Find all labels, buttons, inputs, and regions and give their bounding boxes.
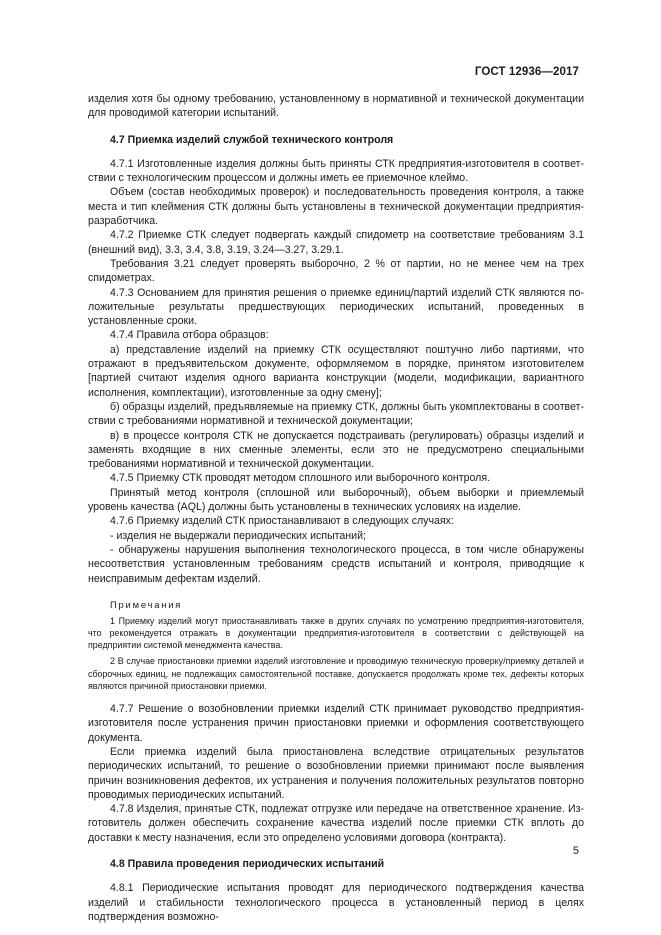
list-item: а) представление изделий на приемку СТК осуществляют поштучно либо партиями, что отражают в предъявительском документе, оформляемом в порядке, принятом изготовителем [партией считают изделия одного варианта конструкции (модели, модификации, вариантного исполнения, комплектации), изготовленные за одну смену]; <box>88 343 584 399</box>
section-heading: 4.8 Правила проведения периодических испытаний <box>110 857 385 870</box>
paragraph: Принятый метод контроля (сплошной или выборочный), объем выборки и приемлемый уровень качества (AQL) должны быть установлены в технических условиях на изделие. <box>88 486 584 514</box>
paragraph: 4.7.2 Приемке СТК следует подвергать каждый спидометр на соответствие требованиям 3.1 (внешний вид), 3.3, 3.4, 3.8, 3.19, 3.24—3.27, 3.29.1. <box>88 229 584 256</box>
list-item: - обнаружены нарушения выполнения технологического процесса, в том числе обнаружены несоответствия установленным требованиям средств испытаний и контроля, приводящие к неисправимым дефектам изделий. <box>88 543 584 585</box>
paragraph: 4.8.1 Периодические испытания проводят для периодического подтверждения качества изделий и стабильности технологического процесса в установленный период в целях подтверждения возможно- <box>88 882 584 923</box>
paragraph: 4.7.7 Решение о возобновлении приемки изделий СТК принимает руководство предприятия-изготовителя после устранения причин приостановки приемки и оформления соответствующего документа. <box>88 703 584 744</box>
paragraph: Требования 3.21 следует проверять выборочно, 2 % от партии, но не менее чем на трех спидометрах. <box>88 257 584 285</box>
note-item: 1 Приемку изделий могут приостанавливать также в других случаях по усмотрению предприятия-изготовителя, что рекомендуется отражать в документации предприятия-изготовителя в соответствии с действующей на предприятии системой менеджмента качества. <box>88 615 584 651</box>
section-heading: 4.7 Приемка изделий службой технического контроля <box>110 133 394 146</box>
notes-heading: Примечания <box>110 598 183 610</box>
list-item: - изделия не выдержали периодических испытаний; <box>110 529 366 542</box>
document-header: ГОСТ 12936—2017 <box>474 66 579 78</box>
list-item: в) в процессе контроля СТК не допускается подстраивать (регулировать) образцы изделий и заменять входящие в них сменные элементы, если это не предусмотрено специальными требованиями нормативной и технической документации. <box>88 429 584 471</box>
paragraph: изделия хотя бы одному требованию, установленному в нормативной и технической документации для проводимой категории испытаний. <box>88 93 584 120</box>
list-item: б) образцы изделий, предъявляемые на приемку СТК, должны быть укомплектованы в соответствии с требованиями нормативной и технической документации; <box>88 400 584 428</box>
paragraph: Если приемка изделий была приостановлена вследствие отрицательных результатов периодических испытаний, то решение о возобновлении приемки принимают после выявления причин возникновения дефектов, их устранения и получения положительных результатов повторно проводимых периодических испытаний. <box>88 745 584 801</box>
page-number: 5 <box>572 845 579 857</box>
paragraph: 4.7.5 Приемку СТК проводят методом сплошного или выборочного контроля. <box>110 472 491 485</box>
paragraph: 4.7.4 Правила отбора образцов: <box>110 329 269 342</box>
note-item: 2 В случае приостановки приемки изделий изготовление и проводимую техническую проверку/приемку деталей и сборочных единиц, не подлежащих самостоятельной поставке, допускается продолжать кроме тех, дефекты которых являются причиной приостановки приемки. <box>88 656 584 691</box>
paragraph: 4.7.8 Изделия, принятые СТК, подлежат отгрузке или передаче на ответственное хранение. Изготовитель должен обеспечить сохранение качества изделий после приемки СТК вплоть до доставки к месту назначения, если это определено условиями договора (контракта). <box>88 803 584 844</box>
paragraph: Объем (состав необходимых проверок) и последовательность проведения контроля, а также места и тип клеймения СТК должны быть установлены в технической документации предприятия-разработчика. <box>88 186 584 228</box>
paragraph: 4.7.3 Основанием для принятия решения о приемке единиц/партий изделий СТК являются положительные результаты предшествующих периодических испытаний, проведенных в установленные сроки. <box>88 286 584 328</box>
document-body <box>88 92 584 924</box>
paragraph: 4.7.6 Приемку изделий СТК приостанавливают в следующих случаях: <box>110 515 454 528</box>
paragraph: 4.7.1 Изготовленные изделия должны быть приняты СТК предприятия-изготовителя в соответствии с технологическим процессом и должны иметь ее приемочное клеймо. <box>88 157 584 185</box>
